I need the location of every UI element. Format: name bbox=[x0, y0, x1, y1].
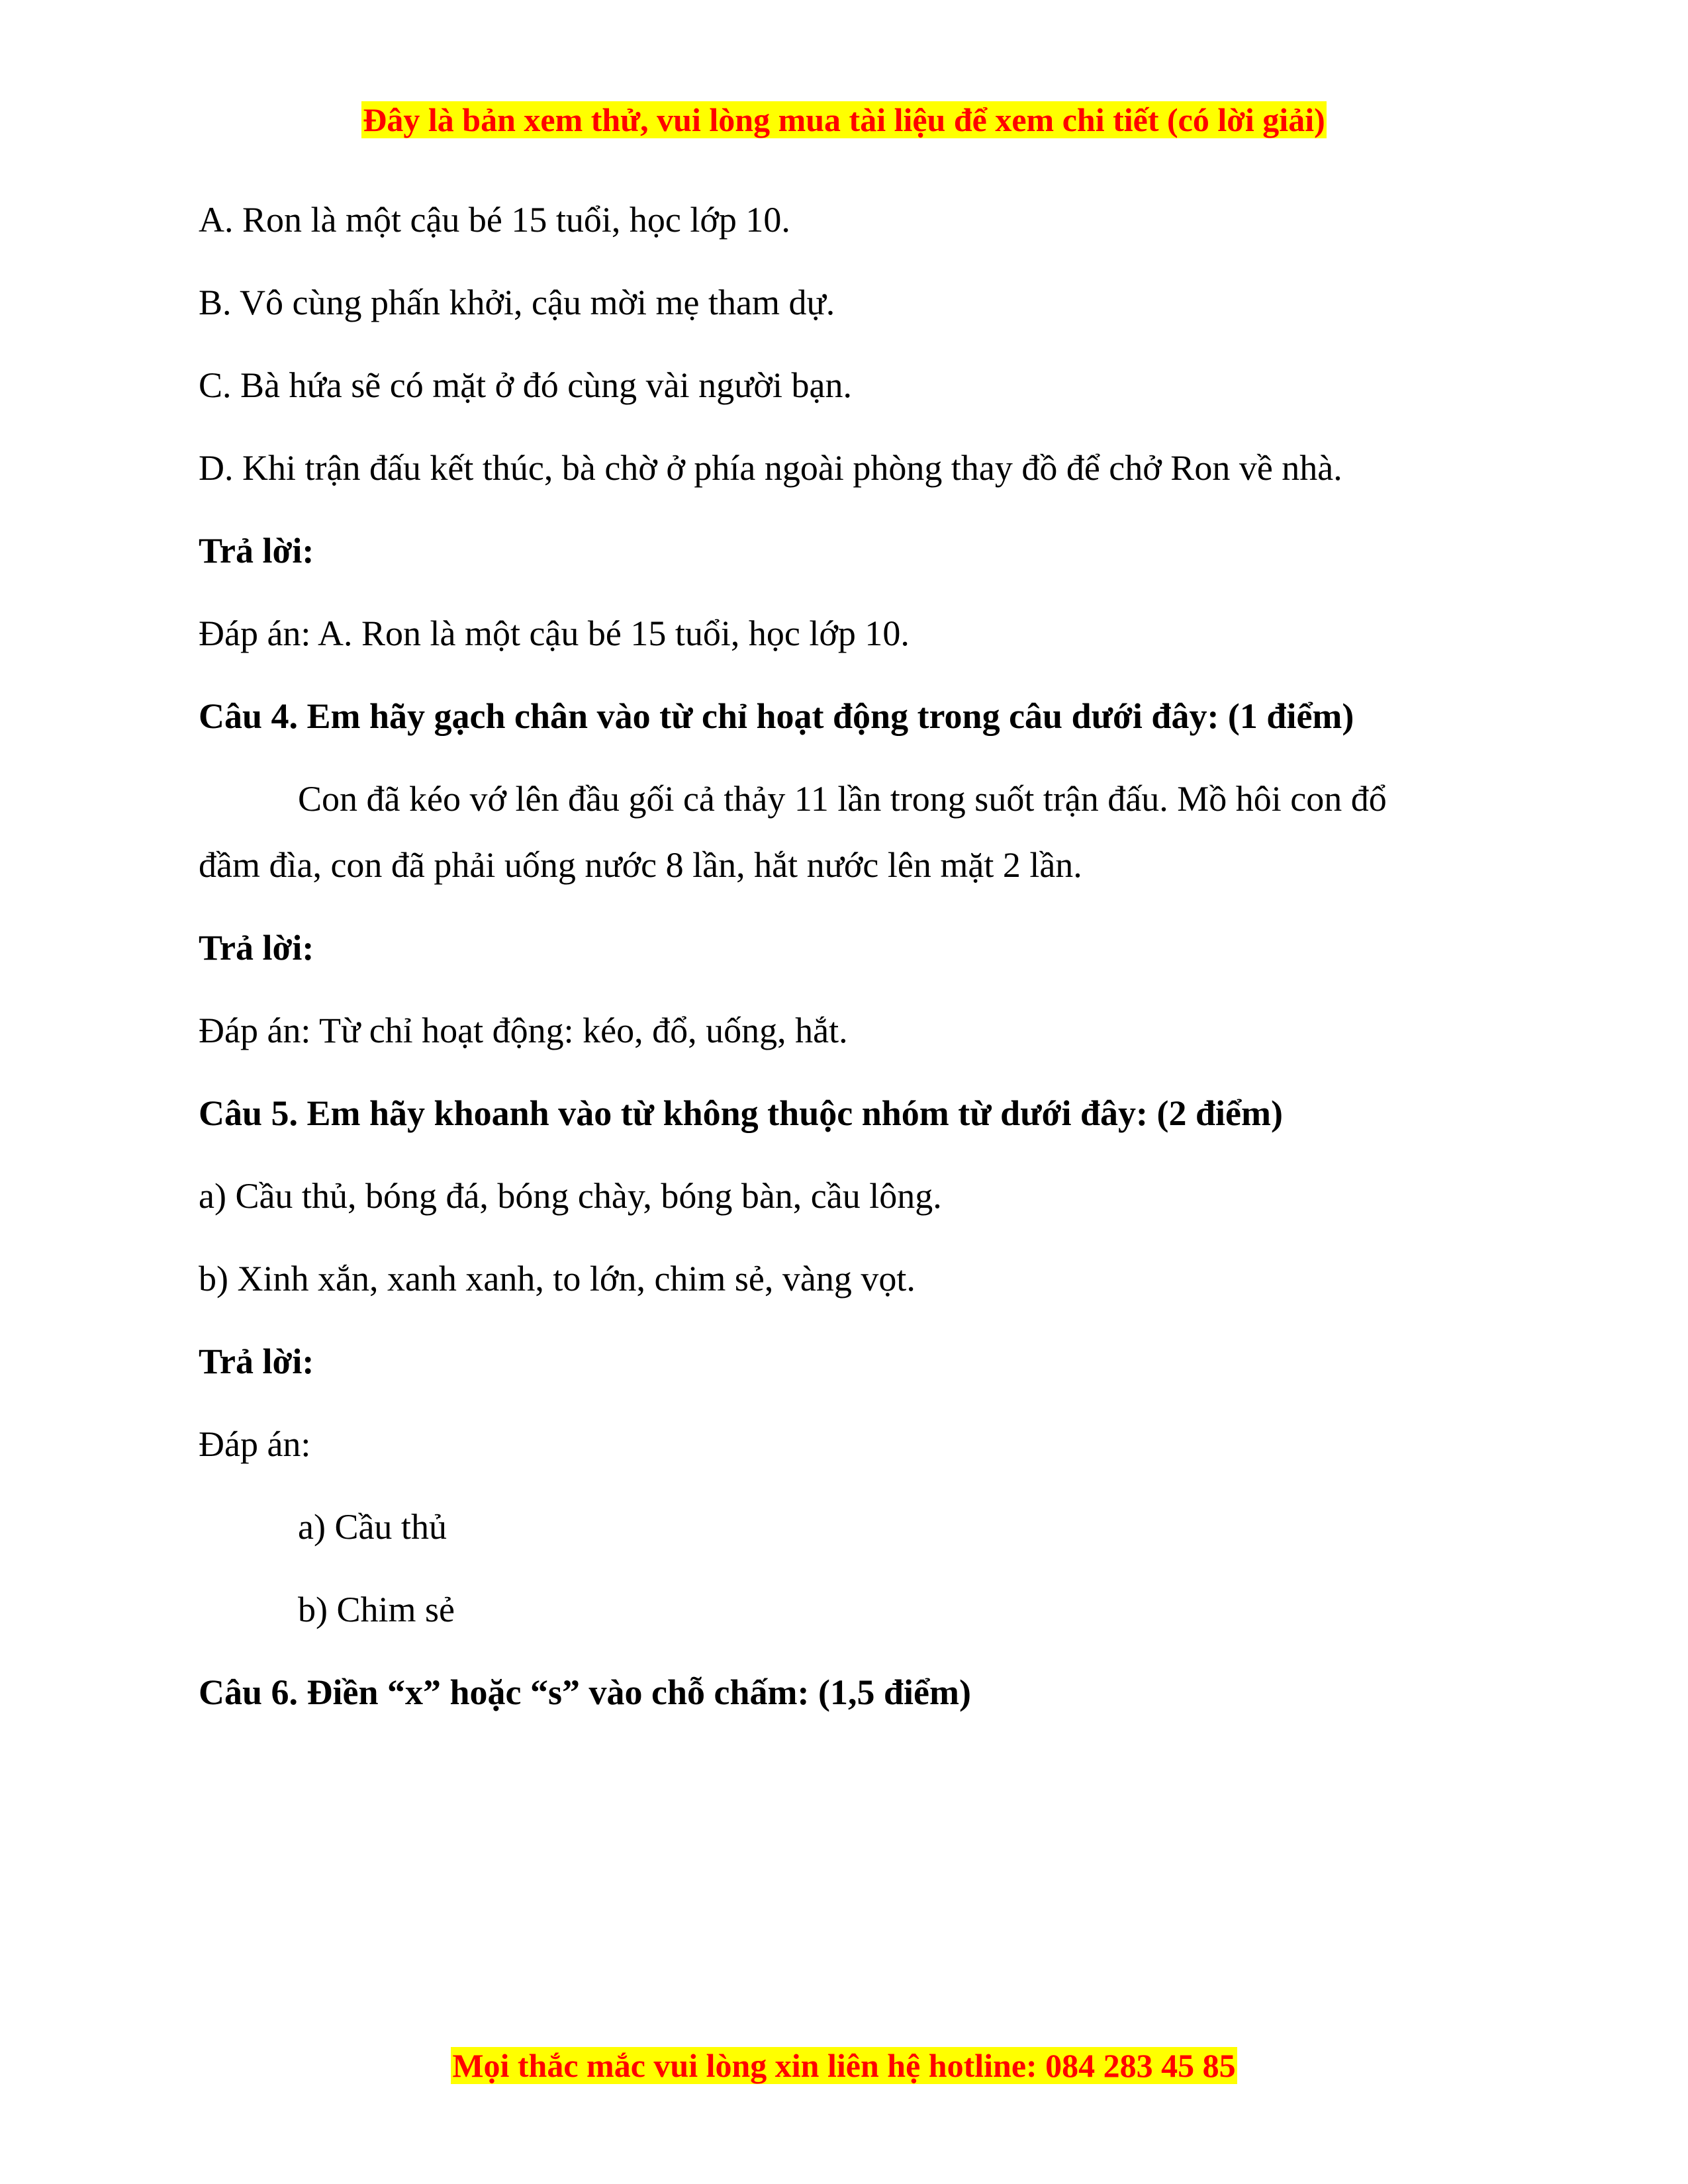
q3-answer-label: Trả lời: bbox=[199, 531, 314, 570]
q4-title: Câu 4. Em hãy gạch chân vào từ chỉ hoạt động trong câu dưới đây: (1 điểm) bbox=[199, 696, 1354, 736]
q3-option-c: C. Bà hứa sẽ có mặt ở đó cùng vài người bạn. bbox=[199, 365, 852, 405]
q5-item-b: b) Xinh xắn, xanh xanh, to lớn, chim sẻ, vàng vọt. bbox=[199, 1259, 915, 1298]
q5-answer-label: Trả lời: bbox=[199, 1342, 314, 1381]
q4-passage-line-2: đầm đìa, con đã phải uống nước 8 lần, hắt nước lên mặt 2 lần. bbox=[199, 845, 1082, 885]
hotline-notice-banner bbox=[0, 2045, 1688, 2086]
q3-option-b: B. Vô cùng phấn khởi, cậu mời mẹ tham dự. bbox=[199, 283, 835, 322]
q5-answer-intro: Đáp án: bbox=[199, 1424, 311, 1464]
hotline-notice-text: Mọi thắc mắc vui lòng xin liên hệ hotline: 084 283 45 85 bbox=[452, 2047, 1236, 2084]
preview-notice-text: Đây là bản xem thử, vui lòng mua tài liệu để xem chi tiết (có lời giải) bbox=[363, 101, 1325, 138]
q5-answer-a: a) Cầu thủ bbox=[298, 1507, 447, 1547]
q3-answer: Đáp án: A. Ron là một cậu bé 15 tuổi, học lớp 10. bbox=[199, 614, 910, 653]
q6-title: Câu 6. Điền “x” hoặc “s” vào chỗ chấm: (1,5 điểm) bbox=[199, 1672, 971, 1712]
q4-answer-label: Trả lời: bbox=[199, 928, 314, 968]
q5-item-a: a) Cầu thủ, bóng đá, bóng chày, bóng bàn, cầu lông. bbox=[199, 1176, 942, 1216]
q5-title: Câu 5. Em hãy khoanh vào từ không thuộc nhóm từ dưới đây: (2 điểm) bbox=[199, 1093, 1283, 1133]
preview-notice-banner bbox=[0, 99, 1688, 140]
q3-option-d: D. Khi trận đấu kết thúc, bà chờ ở phía ngoài phòng thay đồ để chở Ron về nhà. bbox=[199, 448, 1342, 488]
q5-answer-b: b) Chim sẻ bbox=[298, 1590, 455, 1629]
q4-passage-line-1: Con đã kéo vớ lên đầu gối cả thảy 11 lần trong suốt trận đấu. Mồ hôi con đổ bbox=[298, 779, 1387, 819]
q3-option-a: A. Ron là một cậu bé 15 tuổi, học lớp 10. bbox=[199, 200, 790, 240]
q4-answer: Đáp án: Từ chỉ hoạt động: kéo, đổ, uống, hắt. bbox=[199, 1011, 848, 1050]
